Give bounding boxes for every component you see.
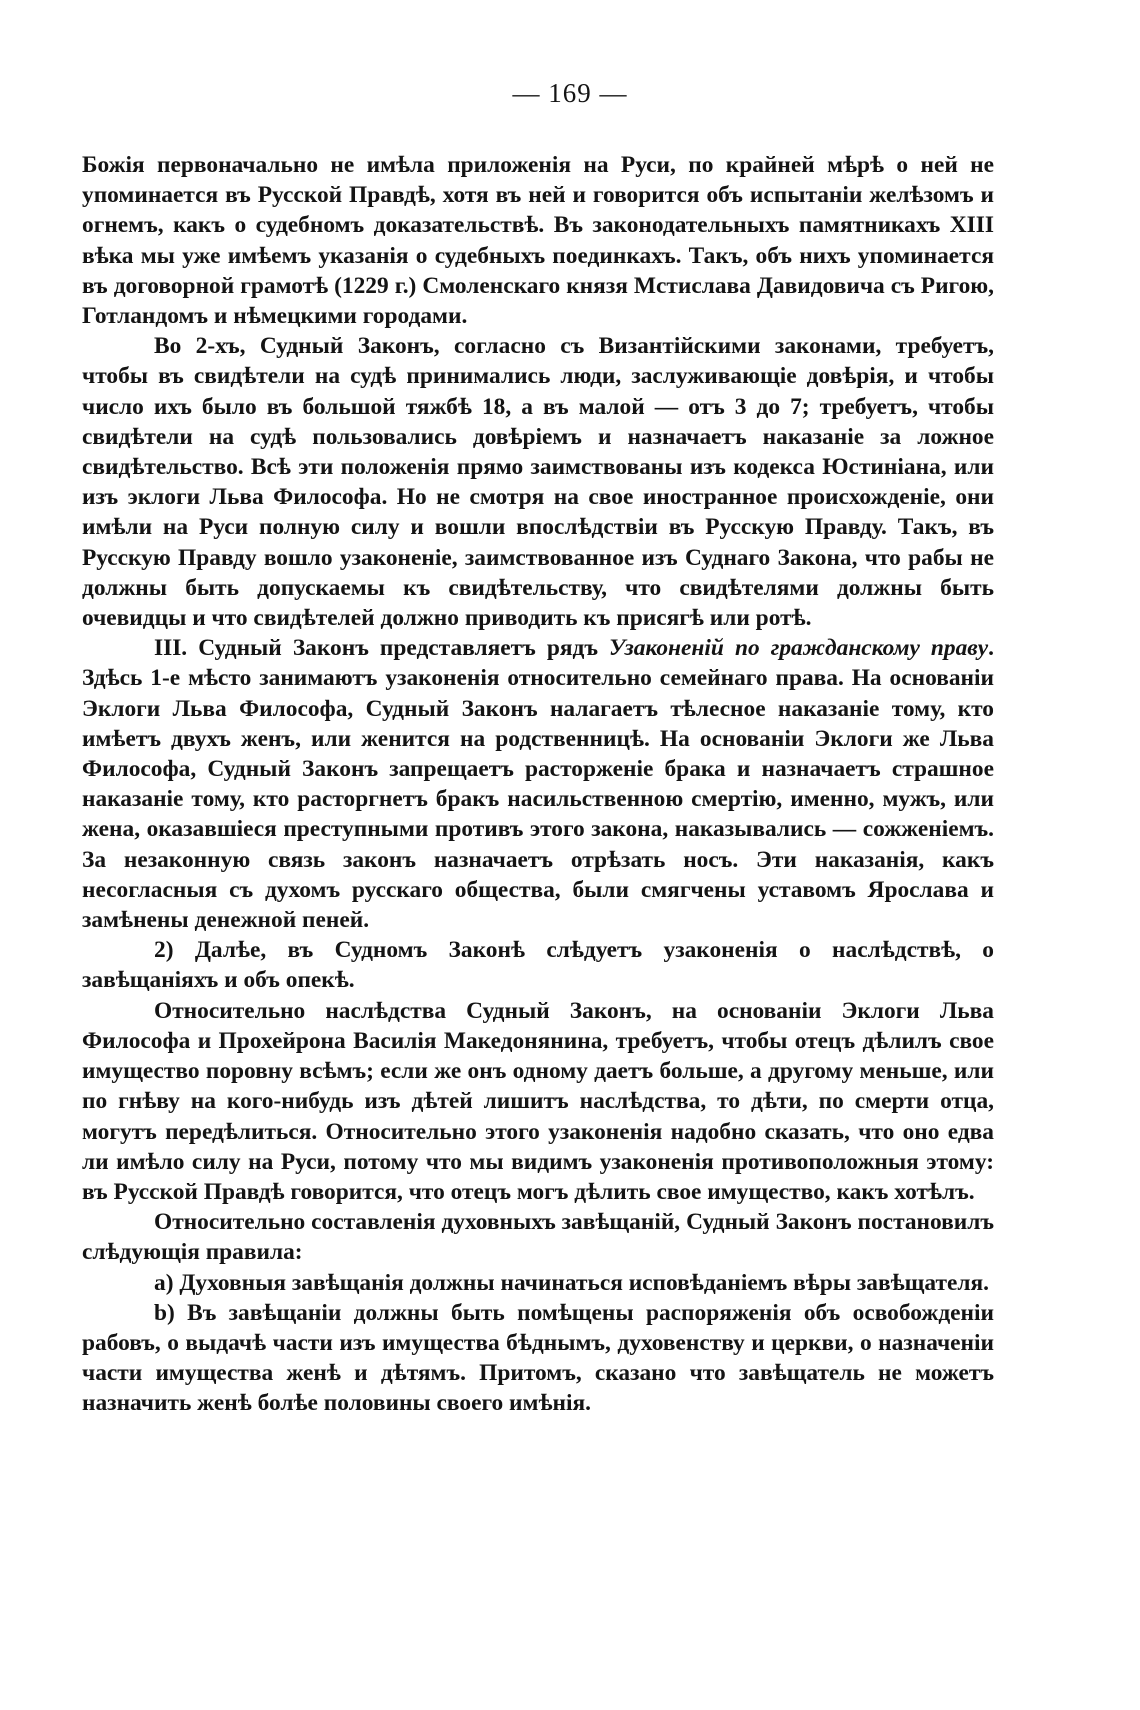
page-number: — 169 — [512,78,628,108]
civil-law-tail-text: . Здѣсь 1-е мѣсто занимаютъ узаконенія относительно семейнаго права. На основаніи Эклоги Льва Философа, Судный Законъ налагаетъ тѣлесное наказаніе тому, кто имѣетъ двухъ женъ, или женится на родственницѣ. На основаніи Эклоги же Льва Философа, Судный Законъ запрещаетъ расторженіе брака и назначаетъ страшное наказаніе тому, кто расторгнетъ бракъ насильственною смертію, именно, мужъ, или жена, оказавшіеся преступными противъ этого закона, наказывались — сожженіемъ. За незаконную связь законъ назначаетъ отрѣзать носъ. Эти наказанія, какъ несогласныя съ духомъ русскаго общества, были смягчены уставомъ Ярослава и замѣнены денежной пеней. [82,635,995,934]
list-item-b: b) Въ завѣщаніи должны быть помѣщены распоряженія объ освобожденіи рабовъ, о выдачѣ части изъ имущества бѣднымъ, духовенству и церкви, о назначеніи части имущества женѣ и дѣтямъ. Притомъ, сказано что завѣщатель не можетъ назначить женѣ болѣе половины своего имѣнія. [82,1299,994,1417]
paragraph-civil-law [82,633,994,935]
paragraph-witnesses: Во 2-хъ, Судный Законъ, согласно съ Византійскими законами, требуетъ, чтобы въ свидѣтели на судѣ принимались люди, заслуживающіе довѣрія, и чтобы число ихъ было въ большой тяжбѣ 18, а въ малой — отъ 3 до 7; требуетъ, чтобы свидѣтели на судѣ пользовались довѣріемъ и назначаетъ наказаніе за ложное свидѣтельство. Всѣ эти положенія прямо заимствованы изъ кодекса Юстиніана, или изъ эклоги Льва Философа. Но не смотря на свое иностранное происхожденіе, они имѣли на Руси полную силу и вошли впослѣдствіи въ Русскую Правду. Такъ, въ Русскую Правду вошло узаконеніе, заимствованное изъ Суднаго Закона, что рабы не должны быть допускаемы къ свидѣтельству, что свидѣтелями должны быть очевидцы и что свидѣтелей должно приводить къ присягѣ или ротѣ. [82,333,994,632]
page-body-text [82,150,994,1419]
paragraph-testaments-intro: Относительно составленія духовныхъ завѣщаній, Судный Законъ постановилъ слѣдующія правила: [82,1209,994,1266]
list-item-a: a) Духовныя завѣщанія должны начинаться исповѣданіемъ вѣры завѣщателя. [154,1269,990,1296]
civil-law-lead-text: III. Судный Законъ представляетъ рядъ [154,635,610,662]
paragraph-ordeal-continuation: Божія первоначально не имѣла приложенія на Руси, по крайней мѣрѣ о ней не упоминается въ Русской Правдѣ, хотя въ ней и говорится объ испытаніи желѣзомъ и огнемъ, какъ о судебномъ доказательствѣ. Въ законодательныхъ памятникахъ XIII вѣка мы уже имѣемъ указанія о судебныхъ поединкахъ. Такъ, объ нихъ упоминается въ договорной грамотѣ (1229 г.) Смоленскаго князя Мстислава Давидовича съ Ригою, Готландомъ и нѣмецкими городами. [82,152,994,330]
paragraph-inheritance: Относительно наслѣдства Судный Законъ, на основаніи Эклоги Льва Философа и Прохейрона Василія Македонянина, требуетъ, чтобы отецъ дѣлилъ свое имущество поровну всѣмъ; если же онъ одному даетъ больше, а другому меньше, или по гнѣву на кого-нибудь изъ дѣтей лишитъ наслѣдства, то дѣти, по смерти отца, могутъ передѣлиться. Относительно этого узаконенія надобно сказать, что оно едва ли имѣло силу на Руси, потому что мы видимъ узаконенія противоположныя этому: въ Русской Правдѣ говорится, что отецъ могъ дѣлить свое имущество, какъ хотѣлъ. [82,997,994,1205]
civil-law-italic-heading: Узаконеній по гражданскому праву [609,635,989,662]
paragraph-inheritance-intro: 2) Далѣе, въ Судномъ Законѣ слѣдуетъ узаконенія о наслѣдствѣ, о завѣщаніяхъ и объ опекѣ. [82,937,994,994]
